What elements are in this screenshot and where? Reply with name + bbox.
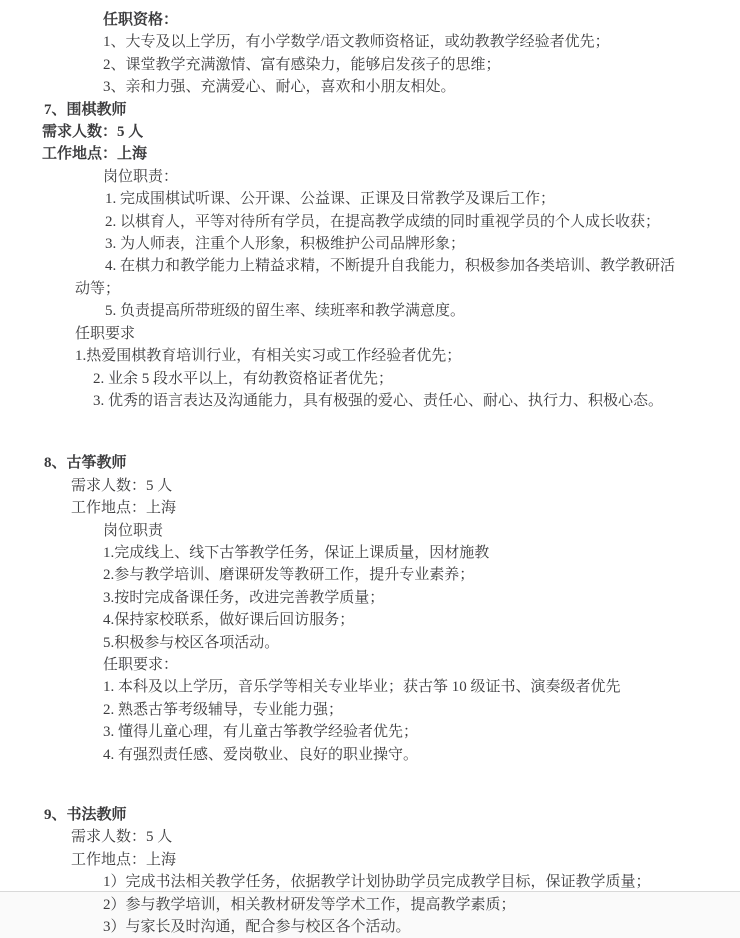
- task-item: 1）完成书法相关教学任务，依据教学计划协助学员完成教学目标，保证教学质量；: [103, 874, 651, 891]
- duty-item: 3.按时完成备课任务，改进完善教学质量；: [103, 589, 385, 606]
- job-section-title-9: 9、书法教师: [44, 807, 127, 823]
- qualifications-heading: 任职资格：: [103, 12, 179, 28]
- task-item: 2）参与教学培训，相关教材研发等学术工作，提高教学素质；: [103, 896, 516, 913]
- requirement-item: 1. 本科及以上学历，音乐学等相关专业毕业；获古筝 10 级证书、演奏级者优先: [103, 679, 621, 696]
- requirements-heading: 任职要求: [75, 325, 136, 342]
- requirement-item: 4. 有强烈责任感、爱岗敬业、良好的职业操守。: [103, 746, 419, 763]
- requirement-item: 3. 懂得儿童心理，有儿童古筝教学经验者优先；: [103, 724, 419, 741]
- qualification-item: 3、亲和力强、充满爱心、耐心，喜欢和小朋友相处。: [103, 79, 456, 96]
- duty-item: 1.完成线上、线下古筝教学任务，保证上课质量，因材施教: [103, 544, 490, 561]
- qualification-item: 2、课堂教学充满激情、富有感染力，能够启发孩子的思维；: [103, 56, 501, 73]
- location-line: 工作地点：上海: [71, 500, 177, 517]
- duty-item: 5. 负责提高所带班级的留生率、续班率和教学满意度。: [105, 303, 466, 320]
- duties-heading: 岗位职责: [103, 522, 164, 539]
- headcount-line: 需求人数：5 人: [42, 124, 144, 141]
- duty-item: 4. 在棋力和教学能力上精益求精，不断提升自我能力，积极参加各类培训、教学教研活动等；: [75, 258, 676, 297]
- duty-item: 3. 为人师表，注重个人形象，积极维护公司品牌形象；: [105, 236, 466, 253]
- headcount-line: 需求人数：5 人: [71, 829, 173, 846]
- headcount-line: 需求人数：5 人: [71, 477, 173, 494]
- duty-item: 1. 完成围棋试听课、公开课、公益课、正课及日常教学及课后工作；: [105, 191, 556, 208]
- job-section-title-7: 7、围棋教师: [44, 101, 127, 118]
- requirement-item: 1.热爱围棋教育培训行业，有相关实习或工作经验者优先；: [75, 348, 462, 365]
- requirement-item: 2. 熟悉古筝考级辅导，专业能力强；: [103, 701, 344, 718]
- duties-heading: 岗位职责：: [103, 168, 179, 185]
- duty-item: 5.积极参与校区各项活动。: [103, 634, 280, 651]
- requirement-item: 3. 优秀的语言表达及沟通能力，具有极强的爱心、责任心、耐心、执行力、积极心态。: [93, 392, 664, 409]
- duty-item: 4.保持家校联系，做好课后回访服务；: [103, 612, 355, 629]
- requirement-item: 2. 业余 5 段水平以上，有幼教资格证者优先；: [93, 370, 394, 387]
- duty-item: 2. 以棋育人，平等对待所有学员，在提高教学成绩的同时重视学员的个人成长收获；: [105, 213, 661, 230]
- location-line: 工作地点：上海: [42, 146, 148, 163]
- task-item: 3）与家长及时沟通，配合参与校区各个活动。: [103, 919, 411, 936]
- duty-item: 2.参与教学培训、磨课研发等教研工作，提升专业素养；: [103, 567, 475, 584]
- qualification-item: 1、大专及以上学历，有小学数学/语文教师资格证，或幼教教学经验者优先；: [103, 34, 610, 51]
- requirements-heading: 任职要求：: [103, 656, 179, 673]
- location-line: 工作地点：上海: [71, 851, 177, 868]
- job-section-title-8: 8、古筝教师: [44, 455, 127, 472]
